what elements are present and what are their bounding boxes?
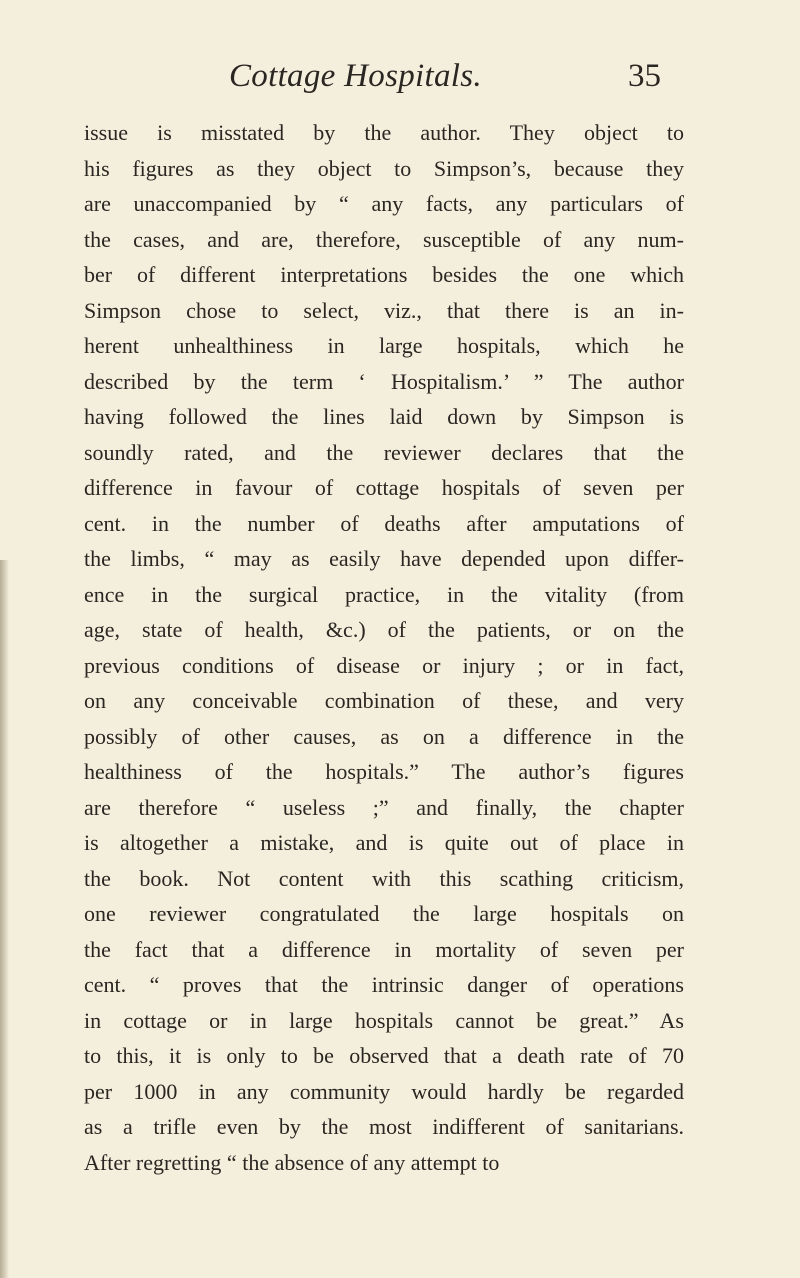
text-line: age, state of health, &c.) of the patients, or on the — [84, 617, 684, 642]
text-line: ence in the surgical practice, in the vitality (from — [84, 581, 684, 607]
text-line: is altogether a mistake, and is quite out of place in — [84, 830, 684, 855]
text-line: the book. Not content with this scathing criticism, — [84, 865, 684, 891]
text-line: herent unhealthiness in large hospitals, which he — [84, 333, 684, 358]
text-line: his figures as they object to Simpson’s, because they — [84, 155, 684, 181]
text-line: ber of different interpretations besides the one which — [84, 262, 684, 287]
text-line: having followed the lines laid down by Simpson is — [84, 404, 684, 429]
page-header — [0, 40, 800, 100]
text-line: difference in favour of cottage hospitals of seven per — [84, 475, 684, 500]
text-line: possibly of other causes, as on a difference in the — [84, 723, 684, 749]
page-edge-shadow — [0, 560, 9, 1278]
text-line: on any conceivable combination of these, and very — [84, 688, 684, 713]
text-line: soundly rated, and the reviewer declares that the — [84, 439, 684, 465]
text-line: previous conditions of disease or injury ; or in fact, — [84, 652, 684, 678]
text-line: cent. in the number of deaths after amputations of — [84, 510, 684, 536]
text-line: to this, it is only to be observed that a death rate of 70 — [84, 1043, 684, 1068]
text-line: as a trifle even by the most indifferent of sanitarians. — [84, 1114, 684, 1139]
text-line: healthiness of the hospitals.” The author’s figures — [84, 759, 684, 784]
text-line: are unaccompanied by “ any facts, any particulars of — [84, 191, 684, 216]
text-line: the limbs, “ may as easily have depended upon differ- — [84, 546, 684, 571]
text-line: the cases, and are, therefore, susceptible of any num- — [84, 226, 684, 252]
text-line: the fact that a difference in mortality of seven per — [84, 936, 684, 962]
page-number: 35 — [628, 58, 661, 94]
text-line: issue is misstated by the author. They object to — [84, 120, 684, 145]
running-title: Cottage Hospitals. — [229, 58, 482, 94]
text-line: are therefore “ useless ;” and finally, the chapter — [84, 794, 684, 820]
text-line: in cottage or in large hospitals cannot be great.” As — [84, 1007, 684, 1033]
body-text — [84, 115, 684, 1180]
text-line: After regretting “ the absence of any attempt to — [84, 1149, 500, 1175]
text-line: per 1000 in any community would hardly be regarded — [84, 1078, 684, 1104]
text-line: Simpson chose to select, viz., that there is an in- — [84, 297, 684, 323]
text-line: described by the term ‘ Hospitalism.’ ” The author — [84, 368, 684, 394]
text-line: cent. “ proves that the intrinsic danger of operations — [84, 972, 684, 997]
text-line: one reviewer congratulated the large hospitals on — [84, 901, 684, 926]
